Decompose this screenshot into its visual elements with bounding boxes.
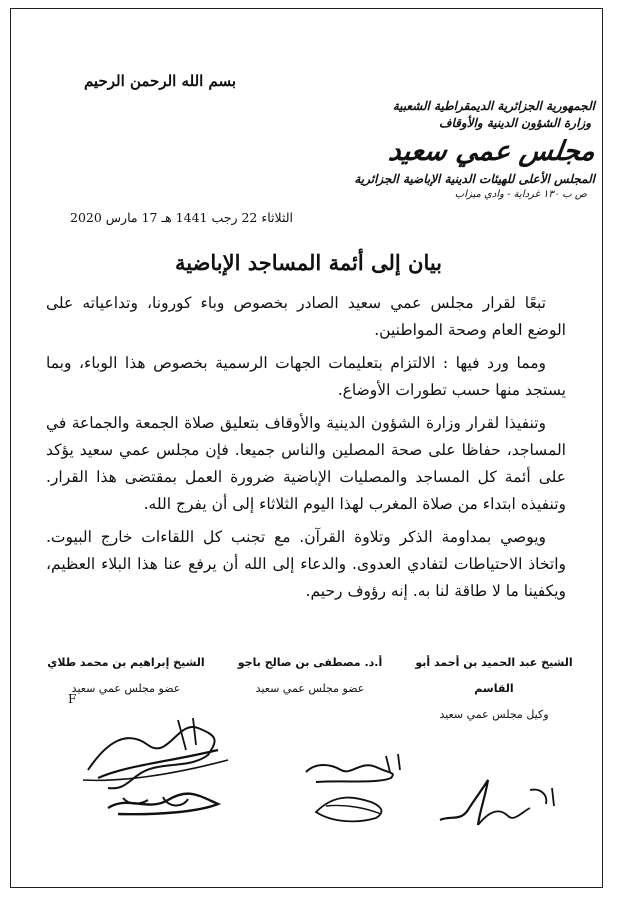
republic-line: الجمهورية الجزائرية الديمقراطية الشعبية bbox=[392, 99, 595, 113]
council-name: مجلس عمي سعيد bbox=[386, 136, 598, 167]
basmala: بسم الله الرحمن الرحيم bbox=[83, 72, 237, 90]
signatory-role: عضو مجلس عمي سعيد bbox=[71, 682, 181, 695]
paragraph: ويوصي بمداومة الذكر وتلاوة القرآن. مع تجنب كل اللقاءات خارج البيوت. واتخاذ الاحتياطات لتفادي العدوى. والدعاء إلى الله أن يرفع عنا هذا البلاء العظيم، ويكفينا ما لا طاقة لنا به. إنه رؤوف رحيم. bbox=[46, 528, 566, 600]
signatory-role: عضو مجلس عمي سعيد bbox=[255, 682, 365, 695]
address-line: ص ب ١٣٠ غرداية - وادي ميزاب bbox=[454, 189, 587, 200]
page-title: بيان إلى أئمة المساجد الإباضية bbox=[174, 250, 443, 275]
signatory-2 bbox=[224, 650, 396, 728]
statement-body bbox=[46, 290, 566, 611]
paragraph: تبعًا لقرار مجلس عمي سعيد الصادر بخصوص وباء كورونا، وتداعياته على الوضع العام وصحة المواطنين. bbox=[46, 294, 566, 339]
signatory-role: وكيل مجلس عمي سعيد bbox=[439, 708, 549, 721]
letterhead bbox=[285, 98, 598, 202]
signatory-name: الشيخ عبد الحميد بن أحمد أبو القاسم bbox=[415, 656, 573, 695]
margin-mark: F bbox=[68, 692, 77, 706]
signatory-name: الشيخ إبراهيم بن محمد طلاي bbox=[47, 656, 205, 669]
signatory-name: أ.د. مصطفى بن صالح باجو bbox=[237, 656, 383, 669]
date-line: الثلاثاء 22 رجب 1441 هـ 17 مارس 2020 bbox=[70, 210, 294, 225]
signature-3-image bbox=[68, 700, 238, 830]
signature-2-image bbox=[286, 742, 416, 832]
paragraph: وتنفيذا لقرار وزارة الشؤون الدينية والأوقاف بتعليق صلاة الجمعة والجماعة في المساجد، حفاظا على صحة المصلين والناس جميعا. فإن مجلس عمي سعيد يؤكد على أئمة كل المساجد والمصليات الإباضية ضرورة العمل بمقتضى هذا القرار. وتنفيذه ابتداء من صلاة المغرب لهذا اليوم الثلاثاء إلى أن يفرج الله. bbox=[46, 414, 566, 513]
signature-1-image bbox=[430, 770, 570, 840]
ministry-line: وزارة الشؤون الدينية والأوقاف bbox=[439, 116, 591, 130]
signatory-3 bbox=[408, 650, 580, 728]
supreme-council-line: المجلس الأعلى للهيئات الدينية الإباضية الجزائرية bbox=[354, 172, 595, 186]
paragraph: ومما ورد فيها : الالتزام بتعليمات الجهات الرسمية بخصوص هذا الوباء، وبما يستجد منها حسب تطورات الأوضاع. bbox=[46, 354, 566, 399]
